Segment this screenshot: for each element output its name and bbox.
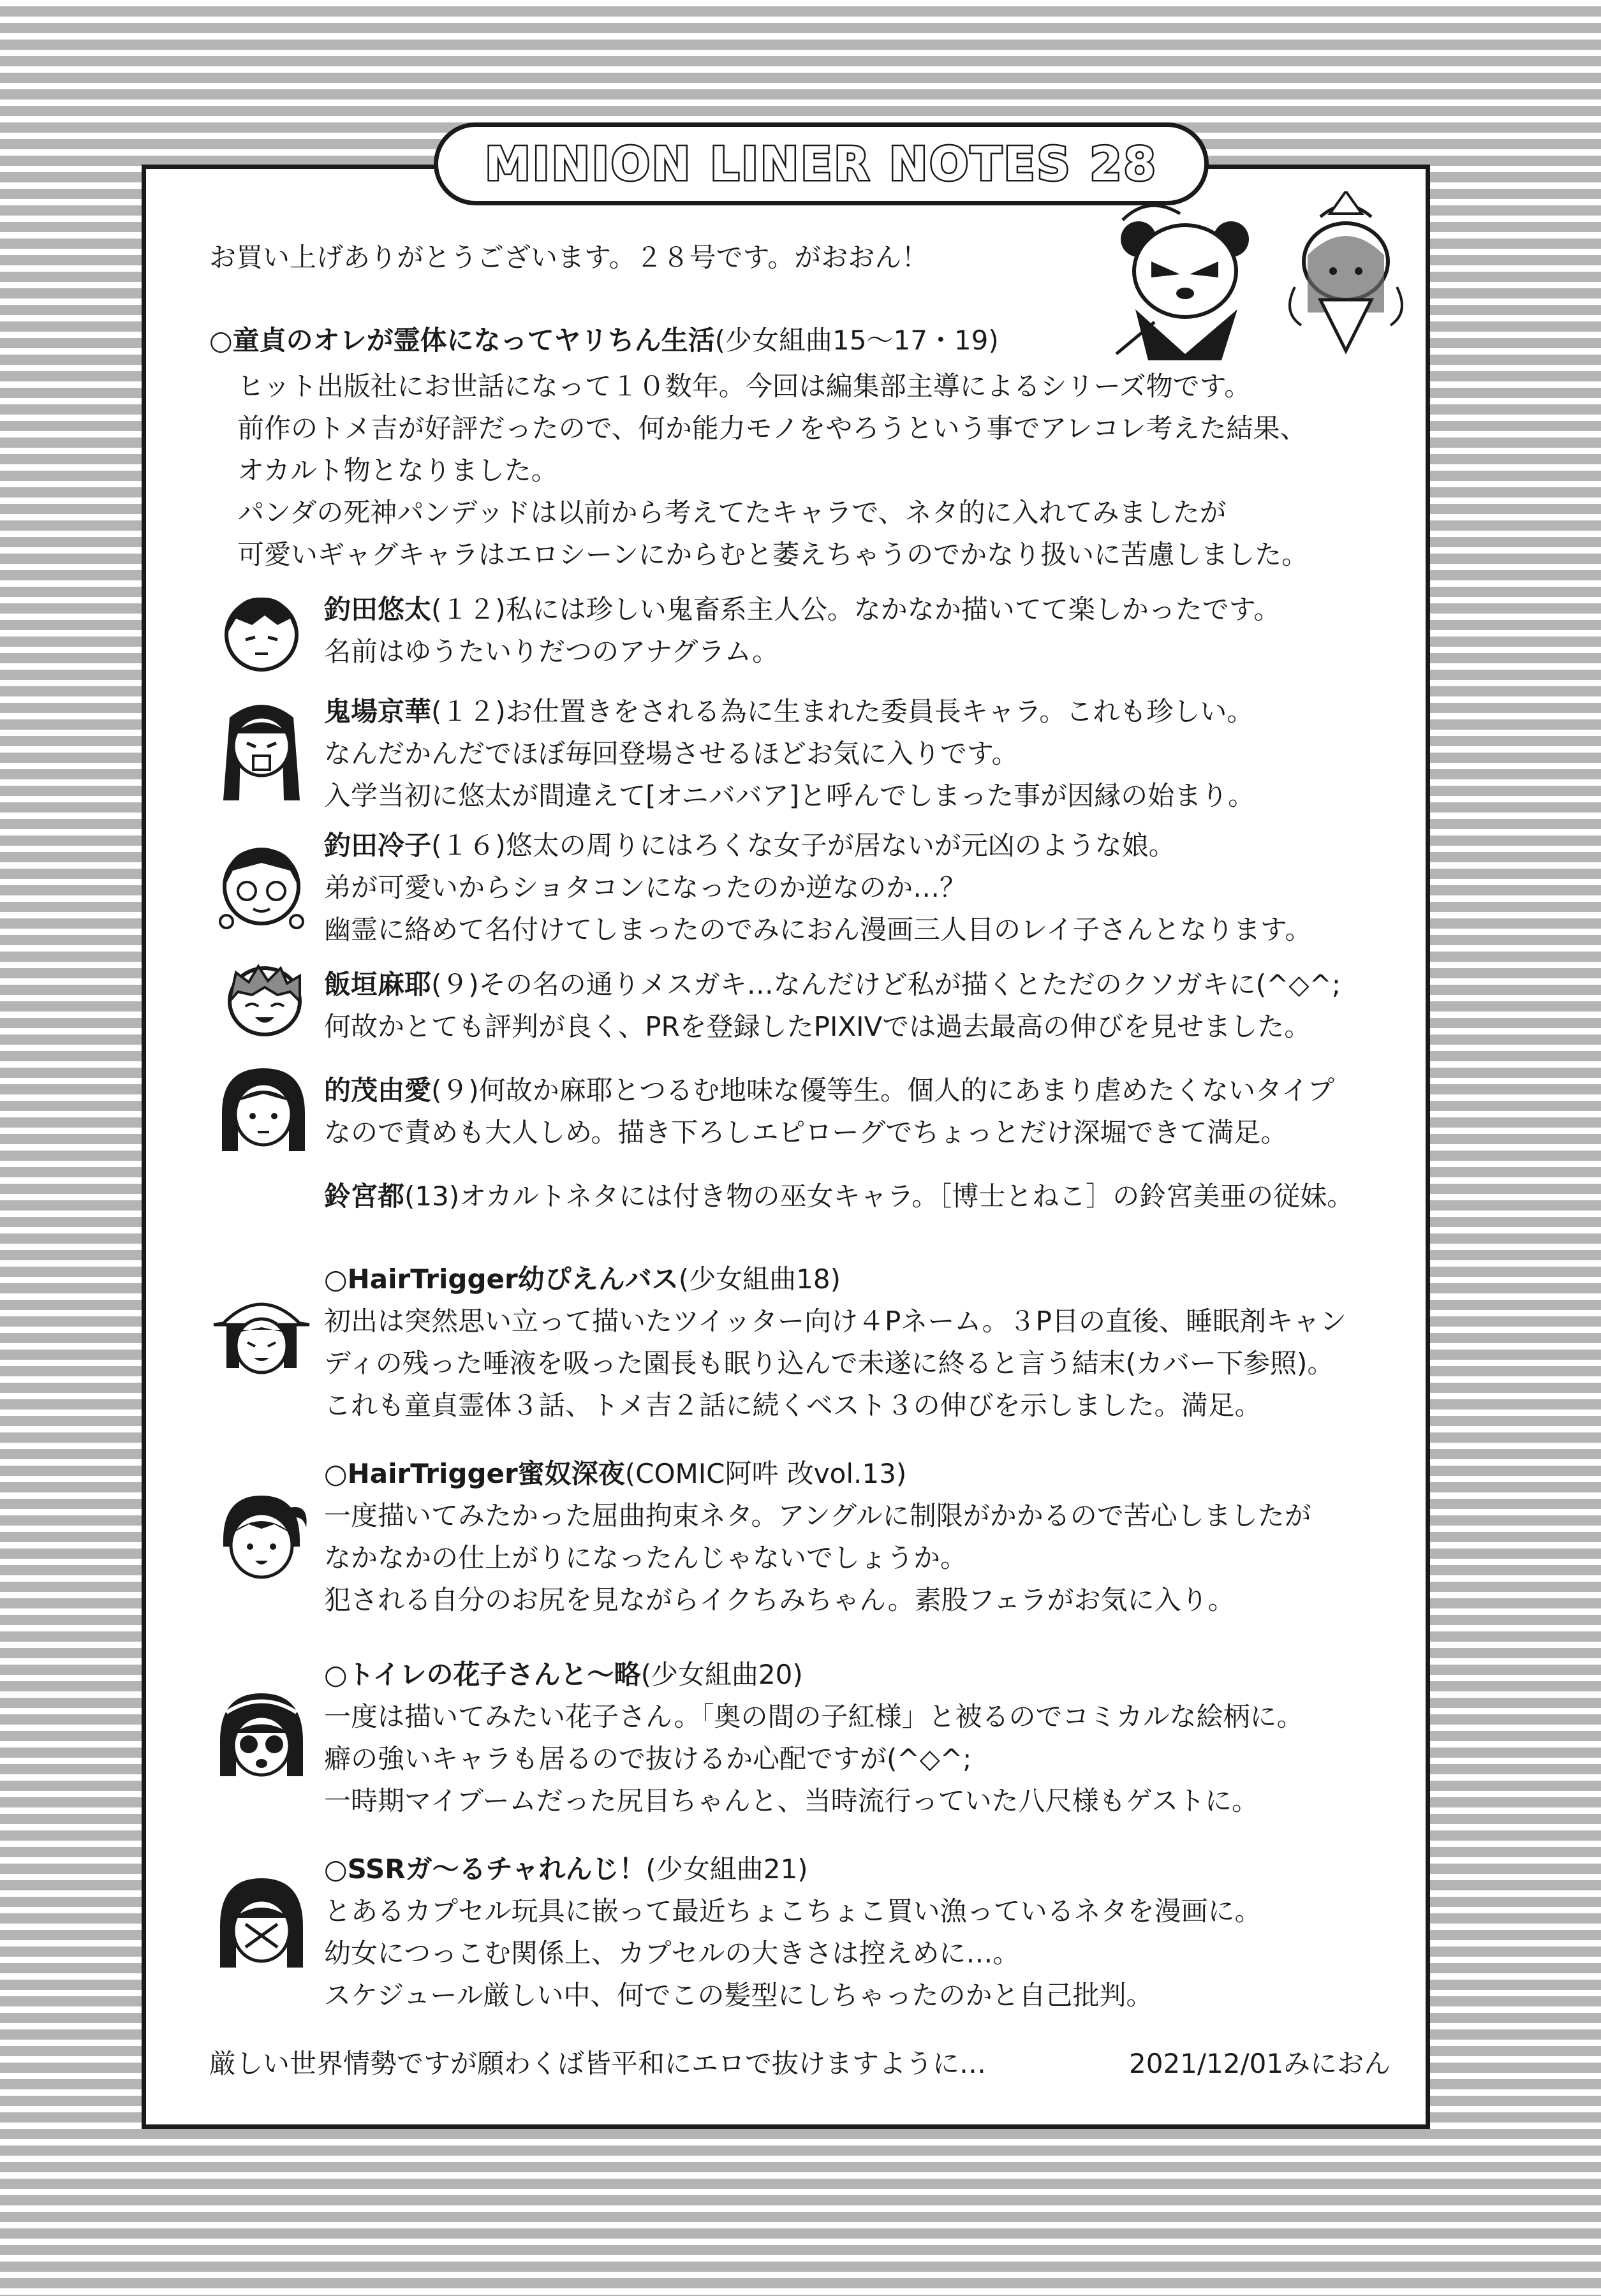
- signature: 2021/12/01みにおん: [1129, 2048, 1391, 2079]
- section-line: 前作のトメ吉が好評だったので、何か能力モノをやろうという事でアレコレ考えた結果、: [237, 413, 1307, 444]
- character-description: なんだかんだでほぼ毎回登場させるほどお気に入りです。: [324, 738, 1019, 769]
- work-source: (COMIC阿吽 改vol.13): [624, 1458, 907, 1489]
- character-name: 的茂由愛: [324, 1075, 432, 1106]
- character-description: なので責めも大人しめ。描き下ろしエピローグでちょっとだけ深堀できて満足。: [324, 1117, 1288, 1148]
- character-description: (１６)悠太の周りにはろくな女子が居ないが元凶のような娘。: [431, 830, 1176, 861]
- angel-mascot-icon: [1282, 191, 1410, 357]
- work-title: ○SSRガ～るチャれんじ！: [324, 1853, 646, 1885]
- character-description: 入学当初に悠太が間違えて[オニババア]と呼んでしまった事が因縁の始まり。: [324, 780, 1255, 811]
- character-name: 鬼場京華: [324, 696, 432, 727]
- work-source: (少女組曲20): [640, 1659, 803, 1690]
- character-name: 釣田冷子: [324, 830, 432, 861]
- character-description: (９)何故か麻耶とつるむ地味な優等生。個人的にあまり虐めたくないタイプ: [431, 1075, 1334, 1106]
- work-line: 一度は描いてみたい花子さん。「奥の間の子紅様」と被るのでコミカルな絵柄に。: [324, 1701, 1304, 1732]
- character-description: (９)その名の通りメスガキ…なんだけど私が描くとただのクソガキに(^◇^;: [431, 969, 1341, 1000]
- work-title: ○トイレの花子さんと～略: [324, 1659, 641, 1690]
- character-entry: [324, 829, 1176, 862]
- character-entry: [324, 593, 1280, 626]
- work-line: 初出は突然思い立って描いたツイッター向け４Pネーム。３P目の直後、睡眠剤キャン: [324, 1306, 1346, 1337]
- section-heading-source: (少女組曲15～17・19): [714, 325, 999, 356]
- work-title: ○HairTrigger幼ぴえんバス: [324, 1263, 679, 1295]
- panda-mascot-icon: [1110, 195, 1263, 367]
- character-name: 鈴宮都: [324, 1181, 405, 1212]
- work-line: スケジュール厳しい中、何でこの髪型にしちゃったのかと自己批判。: [324, 1980, 1153, 2011]
- work-title: ○HairTrigger蜜奴深夜: [324, 1458, 625, 1489]
- work-line: ディの残った唾液を吸った園長も眠り込んで未遂に終ると言う結末(カバー下参照)。: [324, 1348, 1334, 1379]
- section-line: ヒット出版社にお世話になって１０数年。今回は編集部主導によるシリーズ物です。: [237, 371, 1251, 402]
- work-line: とあるカプセル玩具に嵌って最近ちょこちょこ買い漁っているネタを漫画に。: [324, 1895, 1262, 1927]
- work-line: 犯される自分のお尻を見ながらイクちみちゃん。素股フェラがお気に入り。: [324, 1584, 1235, 1615]
- work-line: これも童貞霊体３話、トメ吉２話に続くベスト３の伸びを示しました。満足。: [324, 1390, 1262, 1421]
- character-face-icon: [220, 590, 303, 673]
- work-line: 幼女につっこむ関係上、カプセルの大きさは控えめに…。: [324, 1938, 1020, 1969]
- character-description: 弟が可愛いからショタコンになったのか逆なのか…？: [324, 872, 967, 903]
- character-entry: [324, 695, 1253, 728]
- character-face-icon: [220, 957, 309, 1040]
- work-line: なかなかの仕上がりになったんじゃないでしょうか。: [324, 1542, 968, 1573]
- intro-text: お買い上げありがとうございます。２８号です。がおおん！: [209, 242, 929, 273]
- character-face-icon: [210, 1489, 313, 1585]
- character-description: 何故かとても評判が良く、PRを登録したPIXIVでは過去最高の伸びを見せました。: [324, 1011, 1311, 1042]
- work-heading: [324, 1263, 841, 1296]
- character-description: (13)オカルトネタには付き物の巫女キャラ。［博士とねこ］の鈴宮美亜の従妹。: [404, 1181, 1354, 1212]
- work-source: (少女組曲18): [678, 1263, 841, 1295]
- work-source: (少女組曲21): [646, 1853, 808, 1885]
- character-face-icon: [214, 692, 309, 807]
- character-entry: [324, 1180, 1354, 1213]
- character-face-icon: [210, 1872, 313, 1974]
- closing-text: 厳しい世界情勢ですが願わくば皆平和にエロで抜けますように…: [209, 2048, 987, 2079]
- title-banner: [434, 122, 1209, 205]
- character-description: (１２)お仕置きをされる為に生まれた委員長キャラ。これも珍しい。: [431, 696, 1254, 727]
- work-line: 一時期マイブームだった尻目ちゃんと、当時流行っていた八尺様もゲストに。: [324, 1785, 1258, 1816]
- character-face-icon: [210, 1687, 313, 1783]
- work-heading: [324, 1853, 808, 1886]
- character-description: 幽霊に絡めて名付けてしまったのでみにおん漫画三人目のレイ子さんとなります。: [324, 914, 1312, 945]
- character-description: 名前はゆうたいりだつのアナグラム。: [324, 636, 779, 667]
- work-line: 一度描いてみたかった屈曲拘束ネタ。アングルに制限がかかるので苦心しましたが: [324, 1500, 1311, 1531]
- character-face-icon: [214, 839, 309, 941]
- character-entry: [324, 1074, 1334, 1107]
- work-heading: [324, 1658, 803, 1691]
- work-heading: [324, 1457, 906, 1490]
- character-name: 釣田悠太: [324, 594, 432, 625]
- section-line: 可愛いギャグキャラはエロシーンにからむと萎えちゃうのでかなり扱いに苦慮しました。: [237, 539, 1309, 570]
- character-entry: [324, 968, 1341, 1001]
- section-line: オカルト物となりました。: [237, 455, 558, 486]
- character-face-icon: [210, 1285, 313, 1381]
- section-heading: [209, 324, 999, 357]
- character-description: (１２)私には珍しい鬼畜系主人公。なかなか描いてて楽しかったです。: [431, 594, 1281, 625]
- section-line: パンダの死神パンデッドは以前から考えてたキャラで、ネタ的に入れてみましたが: [237, 497, 1227, 528]
- page-title: MINION LINER NOTES 28: [485, 137, 1158, 191]
- character-face-icon: [216, 1062, 311, 1158]
- section-heading-title: ○童貞のオレが霊体になってヤリちん生活: [209, 325, 715, 356]
- character-name: 飯垣麻耶: [324, 969, 432, 1000]
- work-line: 癖の強いキャラも居るので抜けるか心配ですが(^◇^;: [324, 1743, 972, 1774]
